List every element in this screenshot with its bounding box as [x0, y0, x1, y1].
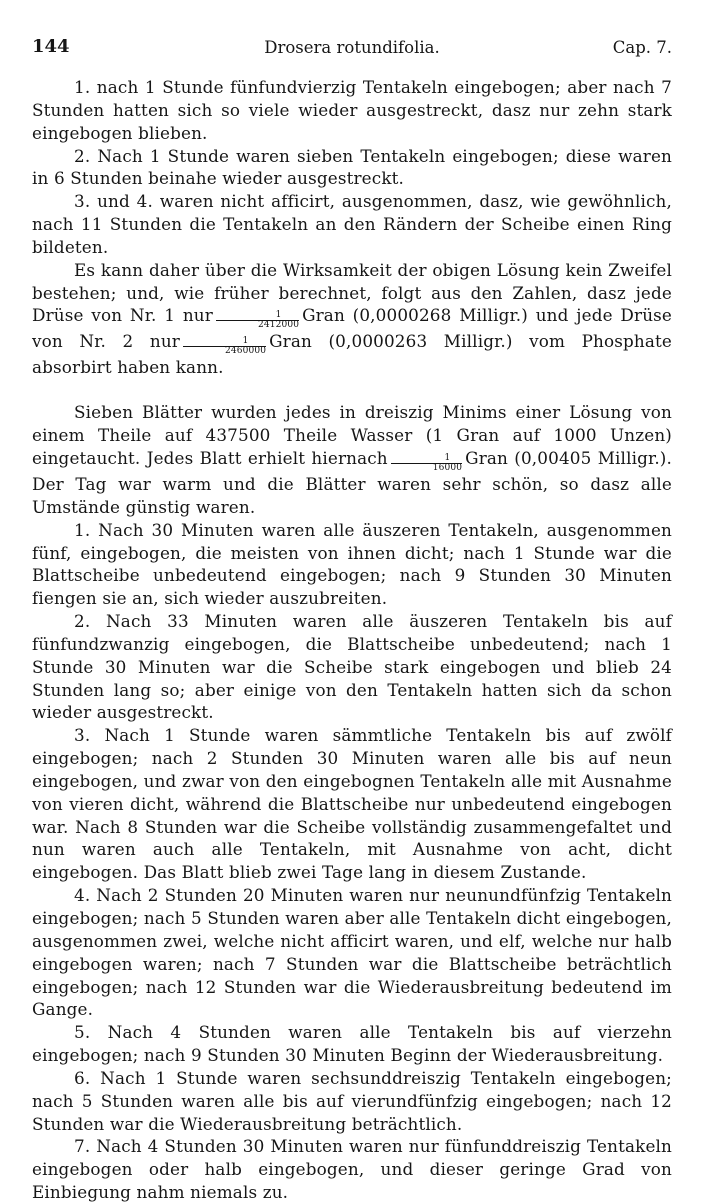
fraction-2-numerator: 1	[183, 337, 266, 347]
observation-paragraph-2: 2. Nach 33 Minuten waren alle äuszeren Tentakeln bis auf fünfundzwanzig eingebogen, die Blattscheibe unbedeutend; nach 1 Stunde 30 Minuten war die Scheibe stark eingebogen und blieb 24 Stunden lang so; aber einige von den Tentakeln hatten sich da schon wieder ausgestreckt.	[32, 611, 672, 723]
running-title: Drosera rotundifolia.	[264, 38, 440, 57]
conclusion-text-3: Gran (0,0000263 Milligr.) vom Phosphate absorbirt haben kann.	[32, 331, 672, 378]
conclusion-text-1: Es kann daher über die Wirksamkeit der obigen Lösung kein Zweifel bestehen; und, wie früher berechnet, folgt aus den Zahlen, dasz jede Drüse von Nr. 1 nur	[32, 259, 672, 326]
experiment-text-1: Sieben Blätter wurden jedes in dreiszig Minims einer Lösung von einem Theile auf 437500 Theile Wasser (1 Gran auf 1000 Unzen) eingetaucht. Jedes Blatt erhielt hiernach	[32, 402, 672, 468]
page-body	[32, 76, 672, 1204]
fraction-3	[391, 454, 462, 473]
fraction-1-numerator: 1	[216, 311, 299, 321]
fraction-1-denominator: 2412000	[257, 320, 300, 331]
fraction-3-numerator: 1	[391, 454, 462, 464]
observation-paragraph-4: 4. Nach 2 Stunden 20 Minuten waren nur neunundfünfzig Tentakeln eingebogen; nach 5 Stunden waren aber alle Tentakeln dicht eingebogen, ausgenommen zwei, welche nicht afficirt waren, und elf, welche nur halb eingebogen waren; nach 7 Stunden war die Blattscheibe beträchtlich eingebogen; nach 12 Stunden war die Wiederausbreitung bedeutend im Gange.	[32, 885, 672, 1020]
conclusion-paragraph	[32, 259, 672, 380]
fraction-3-denominator: 16000	[432, 462, 463, 473]
experiment-paragraph	[32, 401, 672, 518]
result-paragraph-2: 2. Nach 1 Stunde waren sieben Tentakeln eingebogen; diese waren in 6 Stunden beinahe wieder ausgestreckt.	[32, 145, 672, 189]
observation-paragraph-3: 3. Nach 1 Stunde waren sämmtliche Tentakeln bis auf zwölf eingebogen; nach 2 Stunden 30 Minuten waren alle bis auf neun eingebogen, und zwar von den eingebognen Tentakeln alle mit Ausnahme von vieren dicht, während die Blattscheibe nur unbedeutend eingebogen war. Nach 8 Stunden war die Scheibe vollständig zusammengefaltet und nun waren auch alle Tentakeln, mit Ausnahme von acht, dicht eingebogen. Das Blatt blieb zwei Tage lang in diesem Zustande.	[32, 725, 672, 883]
result-paragraph-3: 3. und 4. waren nicht afficirt, ausgenommen, dasz, wie gewöhnlich, nach 11 Stunden die Tentakeln an den Rändern der Scheibe einen Ring bildeten.	[32, 191, 672, 257]
chapter-label: Cap. 7.	[612, 38, 672, 57]
conclusion-text-2: Gran (0,0000268 Milligr.) und jede Drüse von Nr. 2 nur	[32, 305, 672, 352]
observation-paragraph-6: 6. Nach 1 Stunde waren sechsunddreiszig Tentakeln eingebogen; nach 5 Stunden waren alle bis auf vierundfünfzig eingebogen; nach 12 Stunden war die Wiederausbreitung beträchtlich.	[32, 1067, 672, 1134]
fraction-2	[183, 337, 266, 356]
page-number: 144	[32, 36, 70, 57]
result-paragraph-1: 1. nach 1 Stunde fünfundvierzig Tentakeln eingebogen; aber nach 7 Stunden hatten sich so viele wieder ausgestreckt, dasz nur zehn stark eingebogen blieben.	[32, 77, 672, 143]
experiment-text-2: Gran (0,00405 Milligr.). Der Tag war warm und die Blätter waren sehr schön, so dasz alle Umstände günstig waren.	[32, 447, 672, 517]
observation-paragraph-1: 1. Nach 30 Minuten waren alle äuszeren Tentakeln, ausgenommen fünf, eingebogen, die meisten von ihnen dicht; nach 1 Stunde war die Blattscheibe unbedeutend eingebogen; nach 9 Stunden 30 Minuten fiengen sie an, sich wieder auszubreiten.	[32, 519, 672, 609]
fraction-1	[216, 311, 299, 330]
book-page	[32, 36, 672, 1204]
observation-paragraph-7: 7. Nach 4 Stunden 30 Minuten waren nur fünfunddreiszig Tentakeln eingebogen oder halb eingebogen, und dieser geringe Grad von Einbiegung nahm niemals zu.	[32, 1136, 672, 1203]
fraction-2-denominator: 2460000	[224, 346, 267, 357]
running-header	[32, 36, 672, 76]
observation-paragraph-5: 5. Nach 4 Stunden waren alle Tentakeln bis auf vierzehn eingebogen; nach 9 Stunden 30 Minuten Beginn der Wiederausbreitung.	[32, 1022, 672, 1066]
